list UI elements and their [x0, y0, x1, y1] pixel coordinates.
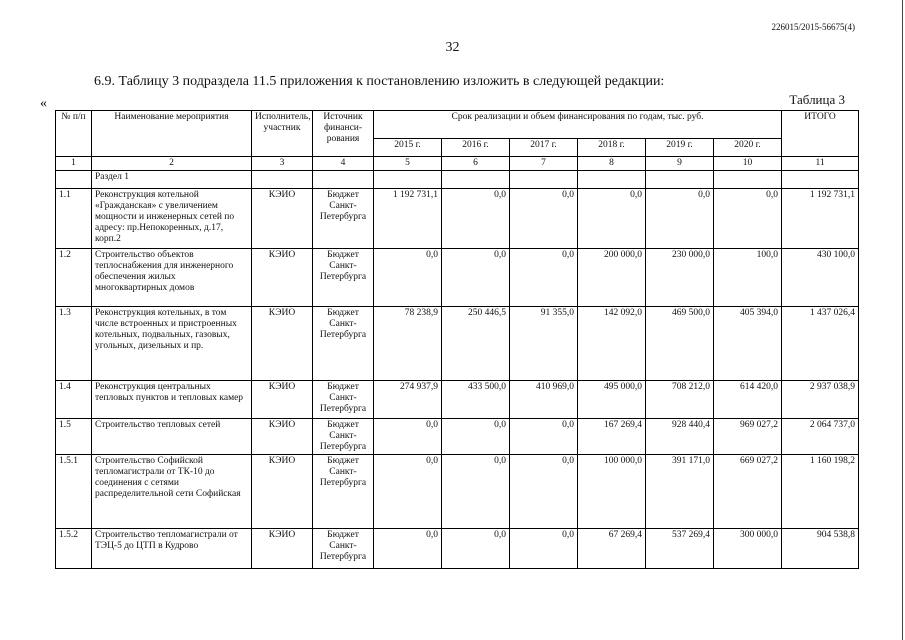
row-name: Строительство тепломагистрали от ТЭЦ-5 до ЦТП в Кудрово: [92, 529, 252, 569]
document-id: 226015/2015-56675(4): [771, 22, 855, 32]
row-executor: КЭИО: [252, 455, 313, 529]
col-number: 6: [442, 157, 510, 171]
row-value: 537 269,4: [646, 529, 714, 569]
header-period: Срок реализации и объем финансирования по годам, тыс. руб.: [374, 111, 782, 139]
financing-table: [55, 110, 859, 569]
row-value: 250 446,5: [442, 307, 510, 381]
row-source: Бюджет Санкт-Петербурга: [313, 455, 374, 529]
header-executor: Исполнитель, участник: [252, 111, 313, 157]
row-num: 1.4: [56, 381, 92, 419]
col-number: 10: [714, 157, 782, 171]
row-value: 0,0: [714, 189, 782, 249]
row-value: 91 355,0: [510, 307, 578, 381]
row-value: 100 000,0: [578, 455, 646, 529]
row-name: Реконструкция центральных тепловых пунктов и тепловых камер: [92, 381, 252, 419]
row-value: 410 969,0: [510, 381, 578, 419]
row-name: Строительство объектов теплоснабжения для инженерного обеспечения жилых многоквартирных домов: [92, 249, 252, 307]
row-total: 1 437 026,4: [782, 307, 859, 381]
row-value: 469 500,0: [646, 307, 714, 381]
col-number: 3: [252, 157, 313, 171]
row-value: 495 000,0: [578, 381, 646, 419]
row-value: 0,0: [510, 189, 578, 249]
row-value: 433 500,0: [442, 381, 510, 419]
row-value: 0,0: [374, 455, 442, 529]
header-year: 2020 г.: [714, 139, 782, 157]
row-value: 1 192 731,1: [374, 189, 442, 249]
row-value: 0,0: [374, 529, 442, 569]
row-value: 0,0: [374, 249, 442, 307]
table-row: [56, 529, 859, 569]
row-source: Бюджет Санкт-Петербурга: [313, 307, 374, 381]
row-executor: КЭИО: [252, 189, 313, 249]
row-executor: КЭИО: [252, 249, 313, 307]
row-value: 167 269,4: [578, 419, 646, 455]
section-title: Раздел 1: [92, 171, 252, 189]
row-num: 1.5.1: [56, 455, 92, 529]
row-value: 0,0: [578, 189, 646, 249]
row-value: 614 420,0: [714, 381, 782, 419]
row-value: 969 027,2: [714, 419, 782, 455]
header-year: 2015 г.: [374, 139, 442, 157]
row-value: 0,0: [442, 249, 510, 307]
column-number-row: [56, 157, 859, 171]
header-year: 2017 г.: [510, 139, 578, 157]
row-name: Строительство Софийской тепломагистрали от ТК-10 до соединения с сетями распределительной сети Софийская: [92, 455, 252, 529]
col-number: 8: [578, 157, 646, 171]
row-value: 0,0: [510, 419, 578, 455]
row-total: 2 064 737,0: [782, 419, 859, 455]
row-name: Реконструкция котельной «Гражданская» с увеличением мощности и инженерных сетей по адресу: пр.Непокоренных, д.17, корп.2: [92, 189, 252, 249]
header-source: Источник финанси- рования: [313, 111, 374, 157]
row-value: 0,0: [442, 189, 510, 249]
col-number: 1: [56, 157, 92, 171]
table-label: Таблица 3: [789, 92, 845, 107]
row-value: 200 000,0: [578, 249, 646, 307]
header-num: № п/п: [56, 111, 92, 157]
row-value: 0,0: [374, 419, 442, 455]
row-value: 0,0: [442, 455, 510, 529]
row-value: 0,0: [510, 455, 578, 529]
row-source: Бюджет Санкт-Петербурга: [313, 249, 374, 307]
row-value: 100,0: [714, 249, 782, 307]
row-executor: КЭИО: [252, 307, 313, 381]
header-name: Наименование мероприятия: [92, 111, 252, 157]
col-number: 11: [782, 157, 859, 171]
row-value: 928 440,4: [646, 419, 714, 455]
row-value: 708 212,0: [646, 381, 714, 419]
header-year: 2016 г.: [442, 139, 510, 157]
table-row: [56, 381, 859, 419]
row-value: 78 238,9: [374, 307, 442, 381]
row-name: Реконструкция котельных, в том числе встроенных и пристроенных котельных, подвальных, газовых, угольных, дизельных и пр.: [92, 307, 252, 381]
opening-quote: «: [40, 96, 47, 111]
row-value: 0,0: [510, 249, 578, 307]
header-total: ИТОГО: [782, 111, 859, 157]
row-value: 0,0: [442, 529, 510, 569]
row-executor: КЭИО: [252, 381, 313, 419]
row-value: 0,0: [510, 529, 578, 569]
table-row: [56, 189, 859, 249]
table-row: [56, 307, 859, 381]
row-num: 1.2: [56, 249, 92, 307]
row-total: 1 192 731,1: [782, 189, 859, 249]
row-executor: КЭИО: [252, 419, 313, 455]
col-number: 9: [646, 157, 714, 171]
row-num: 1.5: [56, 419, 92, 455]
row-value: 67 269,4: [578, 529, 646, 569]
row-num: 1.1: [56, 189, 92, 249]
row-num: 1.3: [56, 307, 92, 381]
col-number: 4: [313, 157, 374, 171]
row-source: Бюджет Санкт-Петербурга: [313, 419, 374, 455]
table-row: [56, 249, 859, 307]
col-number: 5: [374, 157, 442, 171]
row-value: 391 171,0: [646, 455, 714, 529]
row-num: 1.5.2: [56, 529, 92, 569]
row-value: 0,0: [646, 189, 714, 249]
page-edge: [902, 0, 903, 640]
row-value: 0,0: [442, 419, 510, 455]
col-number: 2: [92, 157, 252, 171]
row-executor: КЭИО: [252, 529, 313, 569]
row-name: Строительство тепловых сетей: [92, 419, 252, 455]
row-source: Бюджет Санкт-Петербурга: [313, 189, 374, 249]
row-total: 430 100,0: [782, 249, 859, 307]
row-value: 405 394,0: [714, 307, 782, 381]
col-number: 7: [510, 157, 578, 171]
row-total: 2 937 038,9: [782, 381, 859, 419]
row-source: Бюджет Санкт-Петербурга: [313, 381, 374, 419]
row-value: 274 937,9: [374, 381, 442, 419]
row-value: 230 000,0: [646, 249, 714, 307]
row-total: 1 160 198,2: [782, 455, 859, 529]
row-value: 669 027,2: [714, 455, 782, 529]
table-row: [56, 455, 859, 529]
table-row: [56, 419, 859, 455]
row-total: 904 538,8: [782, 529, 859, 569]
header-year: 2018 г.: [578, 139, 646, 157]
row-value: 300 000,0: [714, 529, 782, 569]
row-source: Бюджет Санкт-Петербурга: [313, 529, 374, 569]
row-value: 142 092,0: [578, 307, 646, 381]
header-year: 2019 г.: [646, 139, 714, 157]
page-number: 32: [445, 40, 460, 55]
section-row: [56, 171, 859, 189]
intro-paragraph: 6.9. Таблицу 3 подраздела 11.5 приложения к постановлению изложить в следующей редакции:: [94, 74, 665, 89]
